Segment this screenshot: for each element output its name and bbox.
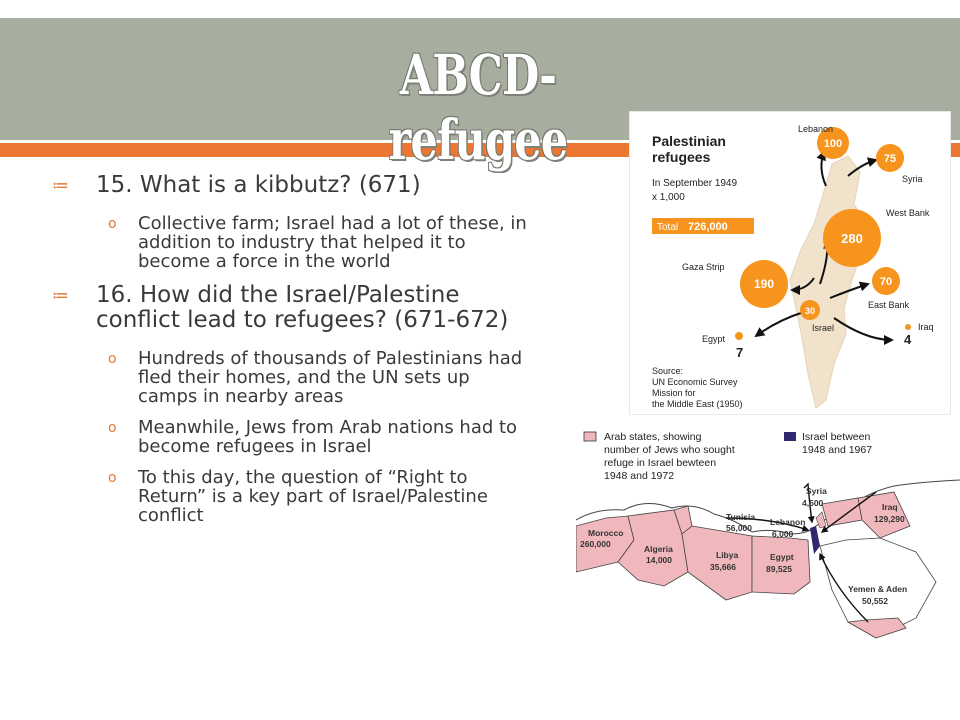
country-value: 56,000 xyxy=(726,523,752,533)
country-name: Tunisia xyxy=(726,512,756,522)
answer-text: Hundreds of thousands of Palestinians had fled their homes, and the UN sets up camps in nearby areas xyxy=(138,348,523,407)
answer-item xyxy=(50,214,530,271)
question-1 xyxy=(50,173,530,198)
arrow-lebanon xyxy=(821,152,826,186)
country-value: 129,290 xyxy=(874,514,905,524)
country-yemen xyxy=(848,618,906,638)
bullet-icon: ≔ xyxy=(52,286,69,306)
country-value: 89,525 xyxy=(766,564,792,574)
source-line: Source: xyxy=(652,366,684,376)
answer-item xyxy=(50,418,530,456)
source-line: Mission for xyxy=(652,388,696,398)
country-value: 14,000 xyxy=(646,555,672,565)
bubble-label: Syria xyxy=(902,174,923,184)
bubble-value: 190 xyxy=(753,277,775,291)
country-israel xyxy=(810,526,820,554)
country-value: 4,500 xyxy=(802,498,824,508)
country-name: Egypt xyxy=(770,552,794,562)
bubble-value: 75 xyxy=(883,153,897,165)
sub-bullet-icon: o xyxy=(108,470,117,486)
source-line: the Middle East (1950) xyxy=(652,399,743,409)
bubble-label: Iraq xyxy=(918,322,934,332)
sub-bullet-icon: o xyxy=(108,420,117,436)
bubble-value: 4 xyxy=(904,332,912,347)
bubble-label: Israel xyxy=(812,323,835,333)
legend-arab-line: 1948 and 1972 xyxy=(604,470,675,482)
text-body xyxy=(50,173,530,537)
answer-text: To this day, the question of “Right to Return” is a key part of Israel/Palestine conflict xyxy=(138,467,488,526)
arrow-egypt xyxy=(756,312,804,336)
sub-bullet-icon: o xyxy=(108,351,117,367)
palestinian-refugees-map xyxy=(630,112,950,414)
country-value: 6,000 xyxy=(772,529,794,539)
bubble-label: West Bank xyxy=(886,208,930,218)
answer-text: Meanwhile, Jews from Arab nations had to become refugees in Israel xyxy=(138,417,518,457)
country-name: Syria xyxy=(806,486,827,496)
country-value: 260,000 xyxy=(580,539,611,549)
question-text: 16. How did the Israel/Palestine conflict lead to refugees? (671-672) xyxy=(96,282,509,333)
map1-subtitle-1: In September 1949 xyxy=(652,178,738,189)
country-name: Morocco xyxy=(588,528,624,538)
bubble-value: 70 xyxy=(879,276,893,288)
israel-land-shape xyxy=(790,156,866,408)
country-name: Lebanon xyxy=(770,517,806,527)
bubble-value: 7 xyxy=(736,345,744,360)
answer-list-1 xyxy=(50,214,530,271)
source-line: UN Economic Survey xyxy=(652,377,738,387)
bubble-value: 280 xyxy=(841,231,863,246)
bubble-value: 30 xyxy=(804,306,816,316)
country-name: Iraq xyxy=(882,502,898,512)
bubble-label: Lebanon xyxy=(798,124,834,134)
bubble-label: East Bank xyxy=(868,300,910,310)
bubble-label: Egypt xyxy=(702,334,726,344)
legend-arab-line: Arab states, showing xyxy=(604,431,702,443)
country-value: 35,666 xyxy=(710,562,736,572)
total-value: 726,000 xyxy=(688,221,728,233)
map1-title-2: refugees xyxy=(652,149,711,165)
bubble-label: Gaza Strip xyxy=(682,262,725,272)
map1-subtitle-2: x 1,000 xyxy=(652,192,685,203)
answer-list-2 xyxy=(50,349,530,525)
slide-title: ABCD-refugee xyxy=(388,42,568,172)
legend-arab-line: refuge in Israel bewteen xyxy=(604,457,717,469)
total-label: Total xyxy=(657,222,679,233)
bullet-icon: ≔ xyxy=(52,176,69,196)
legend-israel-swatch xyxy=(784,432,796,441)
legend-israel-line: Israel between xyxy=(802,431,871,443)
legend-israel-line: 1948 and 1967 xyxy=(802,444,873,456)
country-syria xyxy=(822,498,862,526)
bubble-value: 100 xyxy=(823,138,843,150)
question-text: 15. What is a kibbutz? (671) xyxy=(96,172,421,198)
question-2 xyxy=(50,283,530,333)
country-value: 50,552 xyxy=(862,596,888,606)
bubble-iraq xyxy=(905,324,911,330)
answer-text: Collective farm; Israel had a lot of these, in addition to industry that helped it to become a force in the world xyxy=(138,213,527,272)
country-name: Yemen & Aden xyxy=(848,584,908,594)
legend-arab-swatch xyxy=(584,432,596,441)
map1-title-1: Palestinian xyxy=(652,133,726,149)
country-name: Algeria xyxy=(644,544,673,554)
country-name: Libya xyxy=(716,550,739,560)
bubble-egypt xyxy=(735,332,743,340)
answer-item xyxy=(50,468,530,525)
legend-arab-line: number of Jews who sought xyxy=(604,444,735,456)
answer-item xyxy=(50,349,530,406)
sub-bullet-icon: o xyxy=(108,216,117,232)
jewish-refugees-map xyxy=(576,422,960,652)
